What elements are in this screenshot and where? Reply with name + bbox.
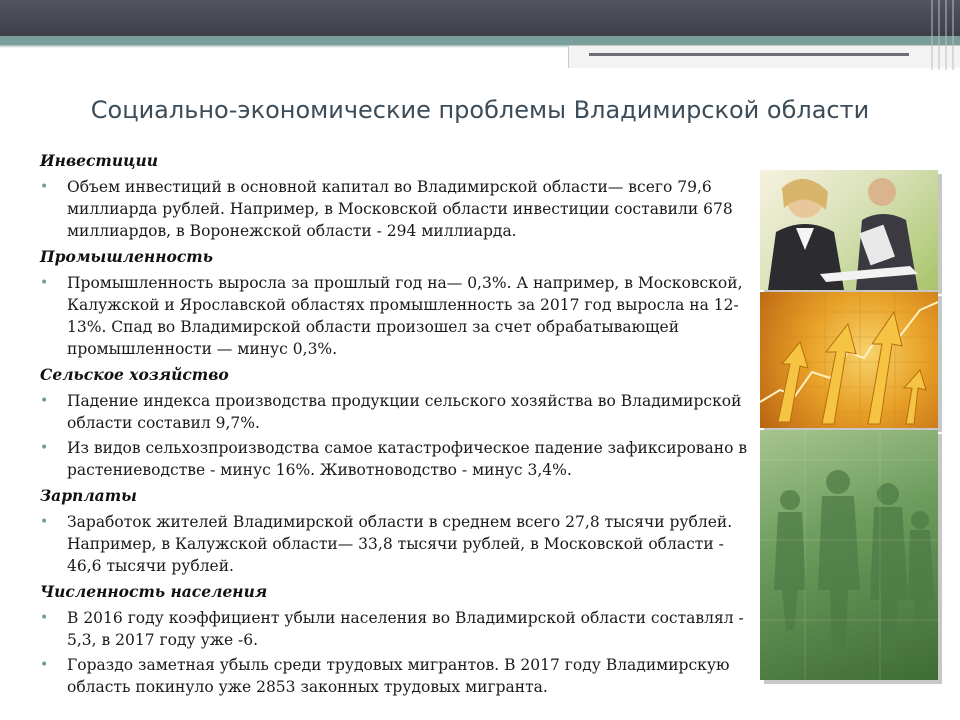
- bullet-item: [40, 272, 760, 360]
- bullet-item: [40, 176, 760, 242]
- bullet-item: [40, 607, 760, 651]
- bullet-text: Гораздо заметная убыль среди трудовых мигрантов. В 2017 году Владимирскую область покинуло уже 2853 законных трудовых мигранта.: [67, 656, 730, 696]
- section-heading: Инвестиции: [40, 151, 159, 170]
- slide-title: Социально-экономические проблемы Владимирской области: [90, 96, 870, 124]
- bullet-text: Заработок жителей Владимирской области в среднем всего 27,8 тысячи рублей. Например, в Калужской области— 33,8 тысячи рублей, в Московской области - 46,6 тысячи рублей.: [67, 513, 733, 575]
- growth-arrows-chart-photo: [760, 292, 938, 428]
- header-sub-band: [568, 45, 960, 68]
- bullet-list: [40, 511, 760, 577]
- bullet-list: [40, 176, 760, 242]
- people-silhouettes-green-photo: [760, 430, 938, 680]
- header-bar: [0, 0, 960, 36]
- illustration-column: [760, 170, 940, 682]
- header-accent-stripe: [0, 36, 960, 45]
- bullet-marker: •: [40, 657, 49, 673]
- section-heading: Сельское хозяйство: [40, 365, 229, 384]
- business-people-photo: [760, 170, 938, 290]
- bullet-item: [40, 654, 760, 698]
- bullet-text: Из видов сельхозпроизводства самое катастрофическое падение зафиксировано в растениеводстве - минус 16%. Животноводство - минус 3,4%.: [67, 439, 748, 479]
- bullet-item: [40, 437, 760, 481]
- bullet-item: [40, 390, 760, 434]
- bullet-list: [40, 390, 760, 481]
- bullet-list: [40, 607, 760, 698]
- bullet-text: Промышленность выросла за прошлый год на— 0,3%. А например, в Московской, Калужской и Ярославской областях промышленность за 2017 год выросла на 12-13%. Спад во Владимирской области произошел за счет обрабатывающей промышленности — минус 0,3%.: [67, 274, 743, 358]
- bullet-text: Падение индекса производства продукции сельского хозяйства во Владимирской области составил 9,7%.: [67, 392, 742, 432]
- bullet-marker: •: [40, 610, 49, 626]
- section-heading: Промышленность: [40, 247, 213, 266]
- bullet-text: Объем инвестиций в основной капитал во Владимирской области— всего 79,6 миллиарда рублей. Например, в Московской области инвестиции составили 678 миллиардов, в Воронежской области - 294 миллиарда.: [67, 178, 733, 240]
- bullet-marker: •: [40, 179, 49, 195]
- bullet-item: [40, 511, 760, 577]
- bullet-list: [40, 272, 760, 360]
- corner-decoration: [926, 0, 960, 70]
- bullet-text: В 2016 году коэффициент убыли населения во Владимирской области составлял - 5,3, в 2017 году уже -6.: [67, 609, 744, 649]
- slide-body: [40, 146, 760, 701]
- bullet-marker: •: [40, 514, 49, 530]
- bullet-marker: •: [40, 275, 49, 291]
- section-heading: Зарплаты: [40, 486, 137, 505]
- bullet-marker: •: [40, 440, 49, 456]
- section-heading: Численность населения: [40, 582, 268, 601]
- bullet-marker: •: [40, 393, 49, 409]
